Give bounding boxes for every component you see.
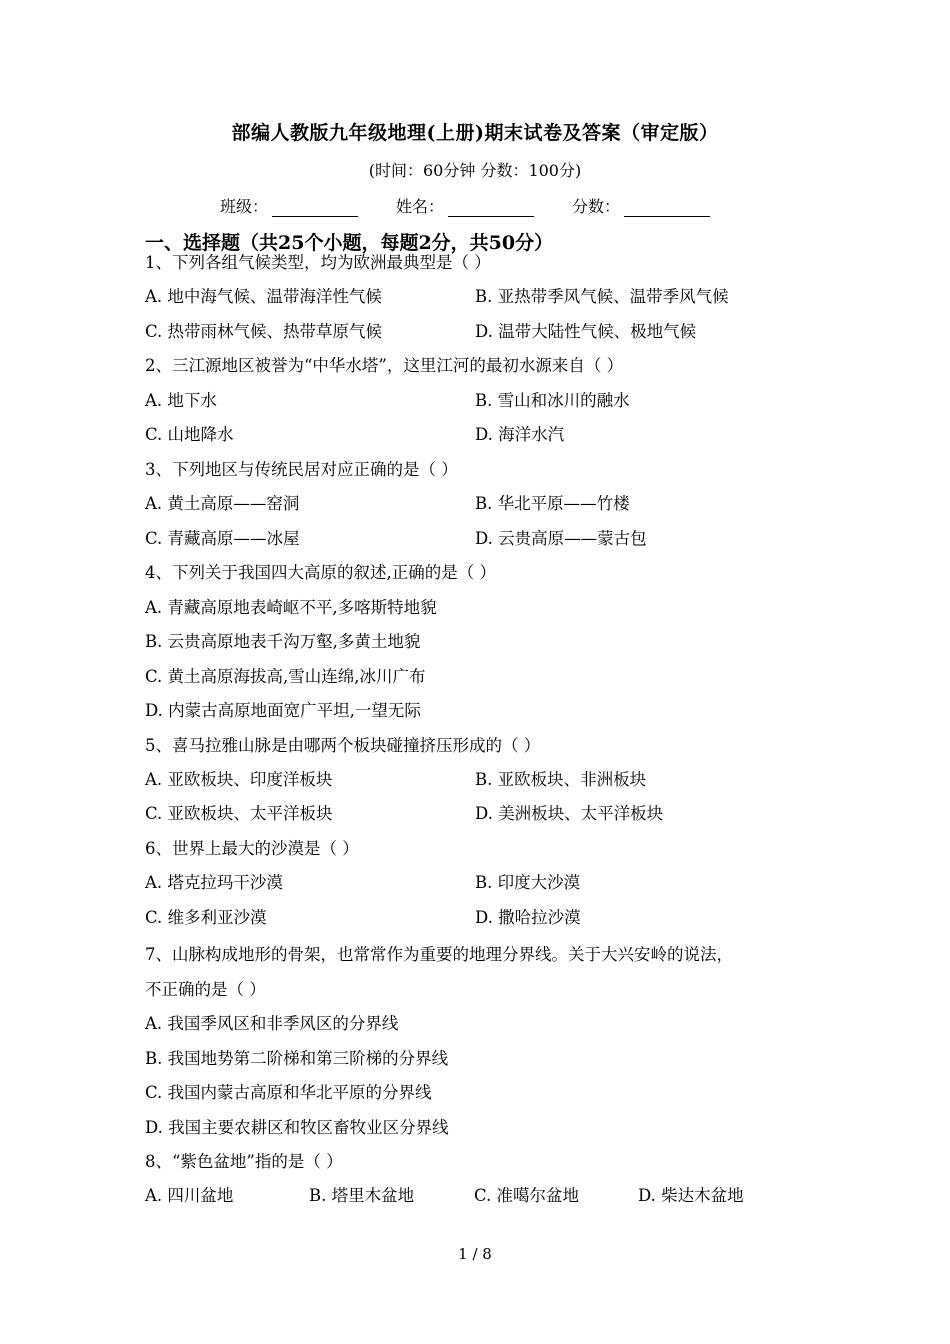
question-7-option-c: C. 我国内蒙古高原和华北平原的分界线 — [145, 1083, 432, 1102]
question-6-option-d: D. 撒哈拉沙漠 — [475, 908, 581, 927]
question-8-stem: 8、“紫色盆地”指的是（ ） — [145, 1152, 343, 1171]
question-1-option-d: D. 温带大陆性气候、极地气候 — [475, 322, 697, 341]
question-7-stem-continued: 不正确的是（ ） — [145, 980, 266, 999]
section-heading: 一、选择题（共25个小题，每题2分，共50分） — [145, 232, 554, 254]
class-field: 班级： — [220, 194, 358, 217]
question-3-stem: 3、下列地区与传统民居对应正确的是（ ） — [145, 460, 458, 479]
question-4-option-d: D. 内蒙古高原地面宽广平坦,一望无际 — [145, 701, 421, 720]
question-1-option-a: A. 地中海气候、温带海洋性气候 — [145, 287, 382, 306]
name-field: 姓名： — [396, 194, 534, 217]
question-5-stem: 5、喜马拉雅山脉是由哪两个板块碰撞挤压形成的（ ） — [145, 736, 541, 755]
question-7-option-a: A. 我国季风区和非季风区的分界线 — [145, 1014, 399, 1033]
page-title: 部编人教版九年级地理(上册)期末试卷及答案（审定版） — [231, 122, 719, 144]
question-7-option-d: D. 我国主要农耕区和牧区畜牧业区分界线 — [145, 1118, 449, 1137]
student-info-row — [220, 194, 710, 217]
question-1-option-b: B. 亚热带季风气候、温带季风气候 — [475, 287, 729, 306]
question-4-option-c: C. 黄土高原海拔高,雪山连绵,冰川广布 — [145, 667, 426, 686]
class-blank[interactable] — [272, 198, 358, 217]
question-3-option-b: B. 华北平原——竹楼 — [475, 494, 630, 513]
question-8-option-d: D. 柴达木盆地 — [638, 1186, 744, 1205]
question-2-option-d: D. 海洋水汽 — [475, 425, 565, 444]
question-6-stem: 6、世界上最大的沙漠是（ ） — [145, 839, 359, 858]
question-1-stem: 1、下列各组气候类型，均为欧洲最典型是（ ） — [145, 253, 491, 272]
question-6-option-c: C. 维多利亚沙漠 — [145, 908, 267, 927]
name-blank[interactable] — [448, 198, 534, 217]
question-4-stem: 4、下列关于我国四大高原的叙述,正确的是（ ） — [145, 563, 496, 582]
question-4-option-b: B. 云贵高原地表千沟万壑,多黄土地貌 — [145, 632, 421, 651]
question-3-option-a: A. 黄土高原——窑洞 — [145, 494, 300, 513]
question-2-option-a: A. 地下水 — [145, 391, 217, 410]
question-5-option-a: A. 亚欧板块、印度洋板块 — [145, 770, 333, 789]
question-2-option-b: B. 雪山和冰川的融水 — [475, 391, 630, 410]
question-6-option-b: B. 印度大沙漠 — [475, 873, 581, 892]
question-5-option-c: C. 亚欧板块、太平洋板块 — [145, 804, 333, 823]
question-5-option-b: B. 亚欧板块、非洲板块 — [475, 770, 647, 789]
exam-time-score: (时间：60分钟 分数：100分) — [368, 161, 582, 180]
question-3-option-c: C. 青藏高原——冰屋 — [145, 529, 300, 548]
score-blank[interactable] — [624, 198, 710, 217]
page-number: 1 / 8 — [458, 1245, 492, 1263]
question-3-option-d: D. 云贵高原——蒙古包 — [475, 529, 647, 548]
question-2-stem: 2、三江源地区被誉为“中华水塔”，这里江河的最初水源来自（ ） — [145, 356, 624, 375]
score-field: 分数： — [572, 194, 710, 217]
question-7-stem: 7、山脉构成地形的骨架，也常常作为重要的地理分界线。关于大兴安岭的说法， — [145, 945, 733, 964]
question-8-option-b: B. 塔里木盆地 — [309, 1186, 415, 1205]
question-8-option-a: A. 四川盆地 — [145, 1186, 234, 1205]
question-8-option-c: C. 准噶尔盆地 — [474, 1186, 580, 1205]
question-5-option-d: D. 美洲板块、太平洋板块 — [475, 804, 664, 823]
question-1-option-c: C. 热带雨林气候、热带草原气候 — [145, 322, 383, 341]
question-7-option-b: B. 我国地势第二阶梯和第三阶梯的分界线 — [145, 1049, 449, 1068]
question-6-option-a: A. 塔克拉玛干沙漠 — [145, 873, 283, 892]
question-4-option-a: A. 青藏高原地表崎岖不平,多喀斯特地貌 — [145, 598, 437, 617]
question-2-option-c: C. 山地降水 — [145, 425, 234, 444]
